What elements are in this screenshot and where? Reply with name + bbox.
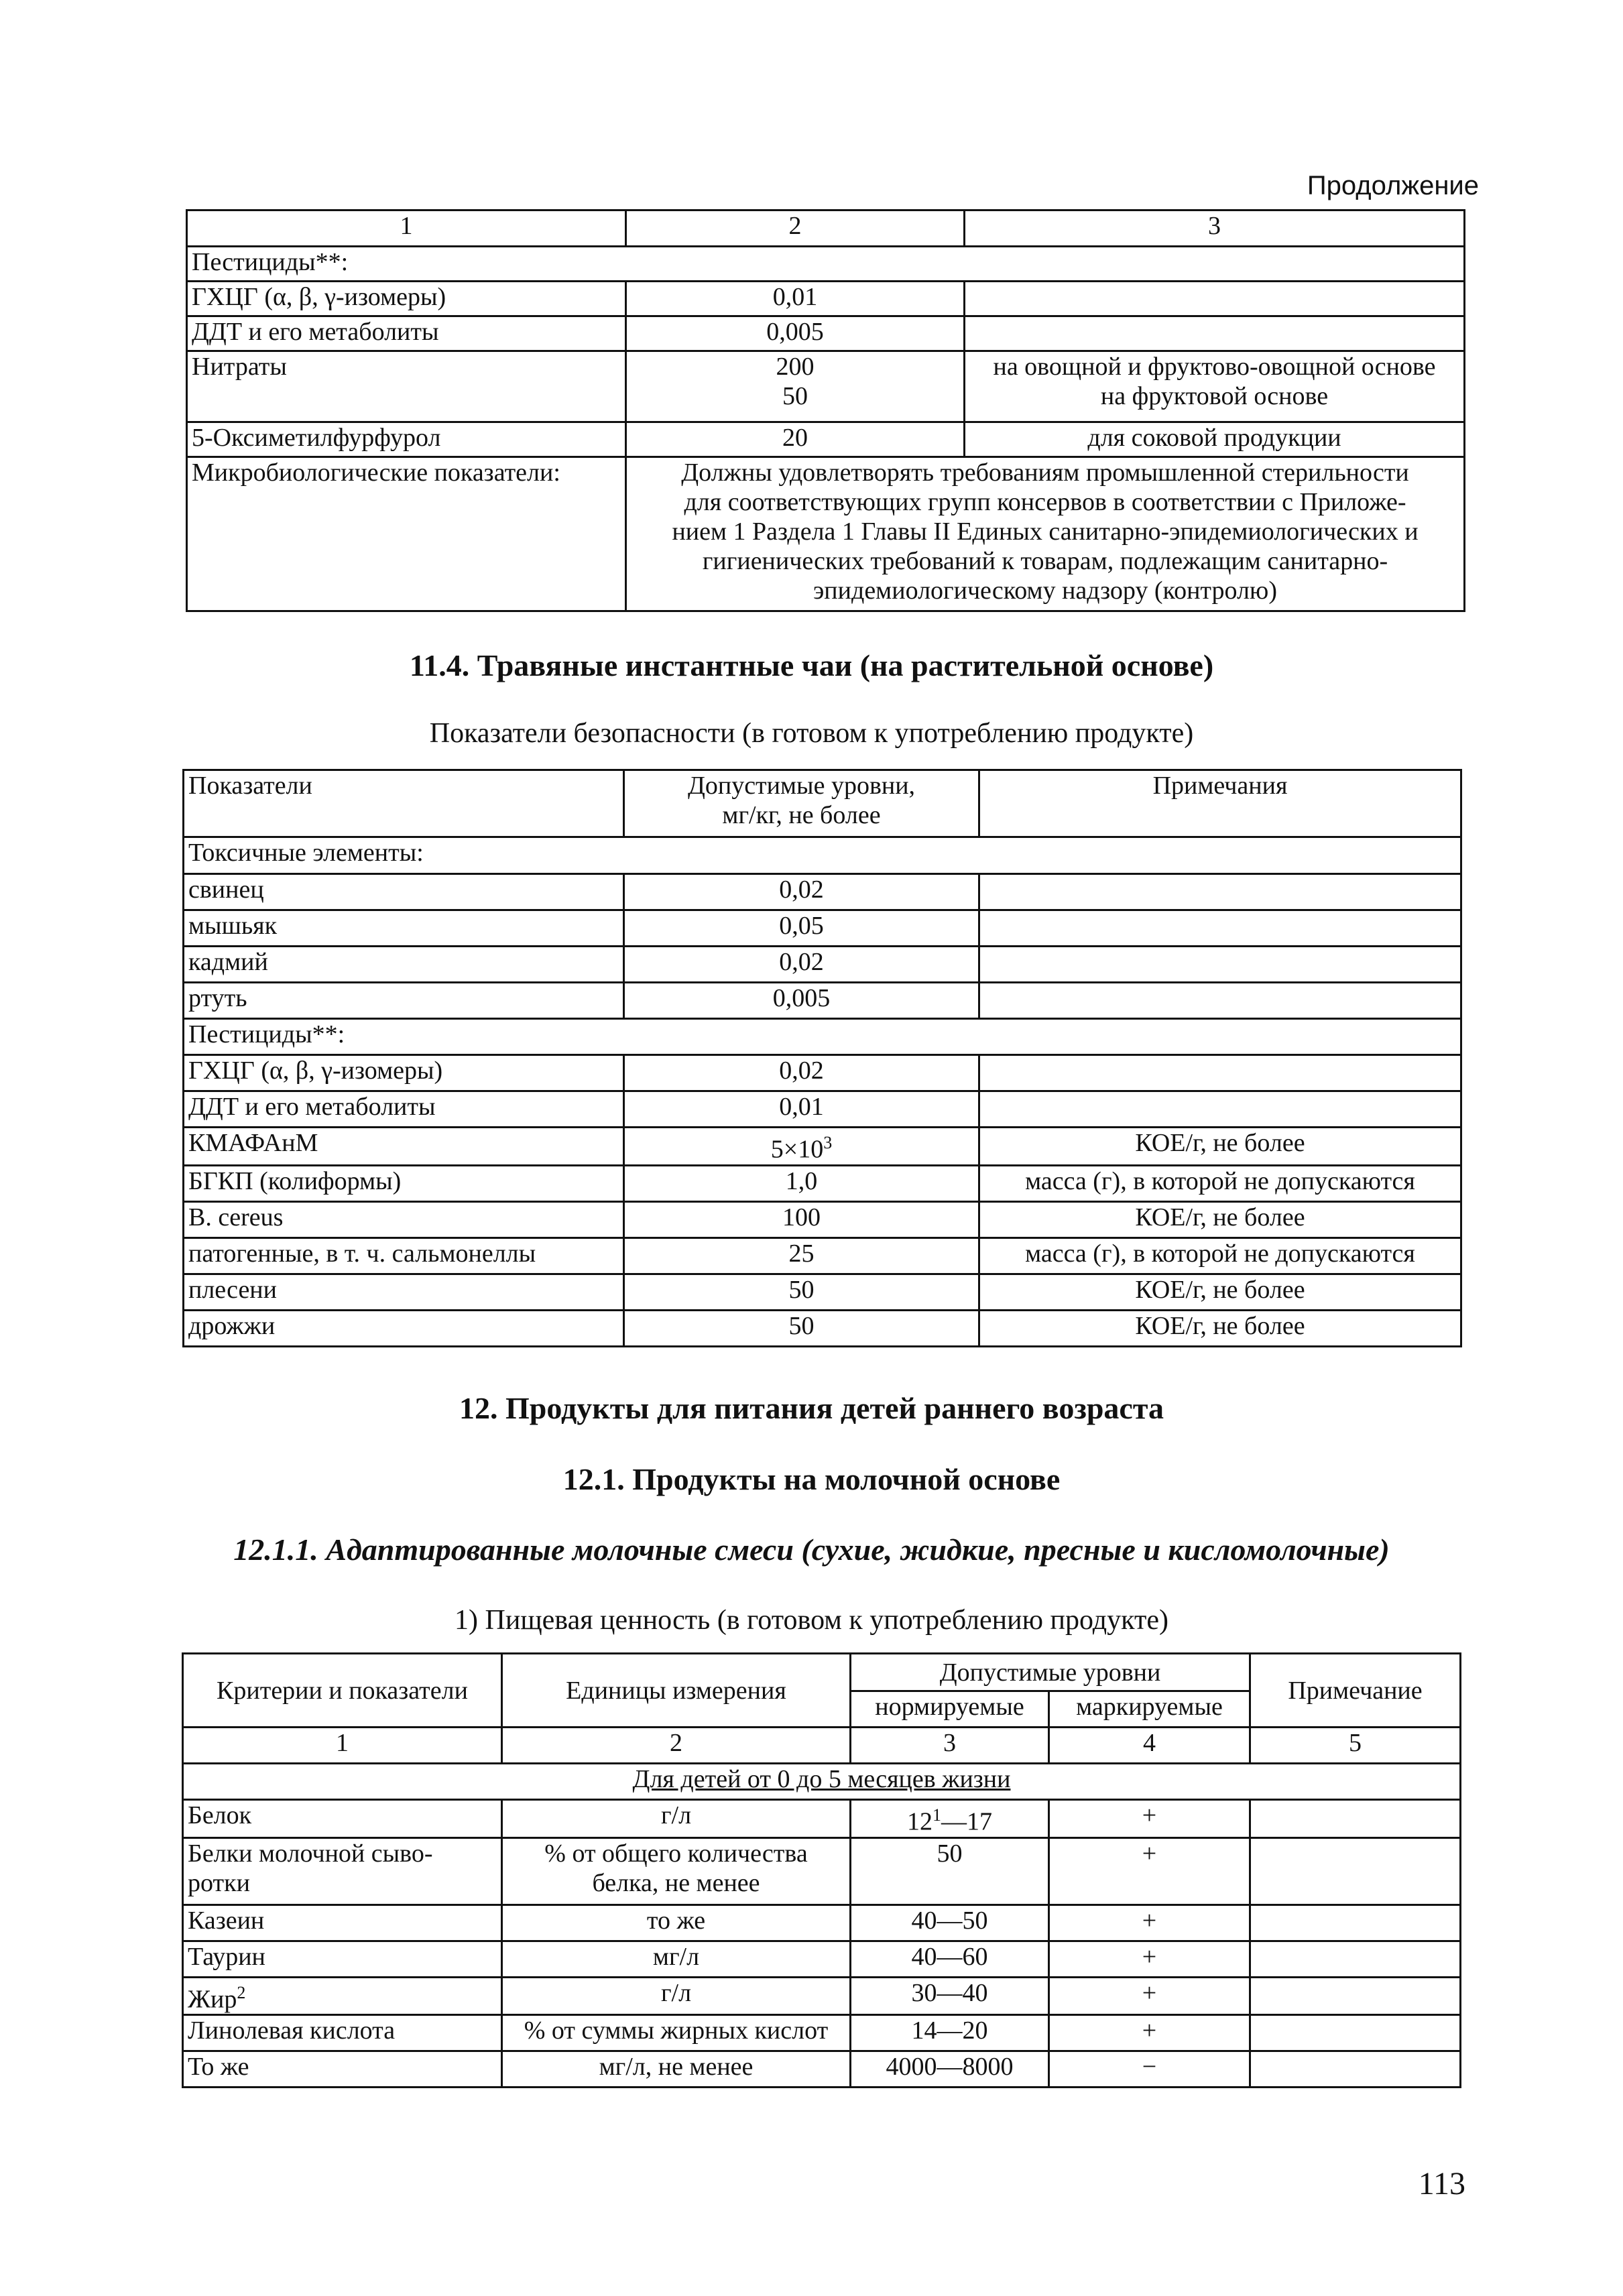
table-header-cell: нормируемые [851,1691,1049,1728]
table-row: Жир$^2$ г/л 30—40 + [183,1977,1461,2015]
table-row: ДДТ и его метаболиты 0,005 [187,316,1465,351]
table-row: Казеин то же 40—50 + [183,1905,1461,1941]
table-row: Нитраты 200 50 на овощной и фруктово-овощной основе на фруктовой основе [187,351,1465,422]
table-header-cell: Единицы измерения [502,1654,851,1728]
table-row: Микробиологические показатели: Должны удовлетворять требованиям промышленной стерильности для соответствующих групп консервов в соответствии с Приложе- нием 1 Раздела 1 Главы II Единых санитарно-эпидемиологических и гигиенических требований к товарам, подлежащим санитарно- эпидемиологическому надзору (контролю) [187,457,1465,611]
table-row: мышьяк 0,05 [184,910,1461,947]
section-heading-12-1-1: 12.1.1. Адаптированные молочные смеси (сухие, жидкие, пресные и кисломолочные) [233,1532,1390,1567]
group-label: Пестициды**: [187,247,1465,282]
section-heading-12-1: 12.1. Продукты на молочной основе [562,1462,1061,1496]
table-row: дрожжи 50 КОЕ/г, не более [184,1310,1461,1346]
table-header-cell: Критерии и показатели [183,1654,502,1728]
table-herbal-teas [182,769,1462,1347]
age-group-label: Для детей от 0 до 5 месяцев жизни [183,1764,1461,1800]
table-row: 5-Оксиметилфурфурол 20 для соковой продукции [187,422,1465,457]
table-row: плесени 50 КОЕ/г, не более [184,1274,1461,1310]
table-header-cell: 2 [626,210,965,247]
table-row: КМАФАнМ $5\times 10^3$ КОЕ/г, не более [184,1128,1461,1166]
table-header-cell: Примечания [979,770,1461,837]
group-label: Пестициды**: [184,1019,1461,1055]
table-row: ДДТ и его метаболиты 0,01 [184,1091,1461,1128]
continuation-label: Продолжение [1307,171,1479,200]
table-header-cell: 3 [965,210,1465,247]
table-row: ГХЦГ (α, β, γ-изомеры) 0,01 [187,282,1465,316]
section-heading-11-4: 11.4. Травяные инстантные чаи (на растительной основе) [409,648,1214,682]
table-row: свинец 0,02 [184,874,1461,910]
section-heading-12: 12. Продукты для питания детей раннего возраста [459,1391,1164,1425]
group-label: Токсичные элементы: [184,837,1461,874]
table-row: патогенные, в т. ч. сальмонеллы 25 масса (г), в которой не допускаются [184,1237,1461,1274]
table-header-cell: 1 [187,210,626,247]
table-header-cell: Показатели [184,770,624,837]
table-continuation [186,209,1465,612]
table-header-cell: Допустимые уровни [851,1654,1250,1691]
micro-requirements-text: Должны удовлетворять требованиям промышленной стерильности для соответствующих групп консервов в соответствии с Приложе- нием 1 Раздела 1 Главы II Единых санитарно-эпидемиологических и гигиенических требований к товарам, подлежащим санитарно- эпидемиологическому надзору (контролю) [626,457,1465,611]
table-header-cell: маркируемые [1049,1691,1250,1728]
table-row: Линолевая кислота % от суммы жирных кислот 14—20 + [183,2015,1461,2051]
table-row: То же мг/л, не менее 4000—8000 − [183,2051,1461,2088]
table-row: БГКП (колиформы) 1,0 масса (г), в которой не допускаются [184,1165,1461,1201]
table-nutrition-value: Критерии и показатели Единицы измерения Допустимые уровни Примечание нормируемые маркируемые 1 2 3 4 5 Для детей от 0 до 5 месяцев жизни Белок г/л $12^1—17$ + Белки молочной сыво- ротки % от общего количества белка, не менее 50 + Казеин то же 40—50 + Таурин мг/л 40—60 + Жир$^2$ г/л 30—40 + Линолевая кислота % от суммы жирных кислот 14—20 + То же мг/л, не менее 4000—8000 − [182,1652,1461,2088]
table-row: кадмий 0,02 [184,947,1461,983]
page-number: 113 [1418,2166,1465,2201]
table-row: Таурин мг/л 40—60 + [183,1941,1461,1977]
table-row: ГХЦГ (α, β, γ-изомеры) 0,02 [184,1055,1461,1091]
table-caption: Показатели безопасности (в готовом к употреблению продукте) [429,718,1194,749]
table-row: Белки молочной сыво- ротки % от общего количества белка, не менее 50 + [183,1837,1461,1905]
table-row: ртуть 0,005 [184,983,1461,1019]
table-header-cell: Допустимые уровни, мг/кг, не более [624,770,979,837]
table-caption: 1) Пищевая ценность (в готовом к употреблению продукте) [455,1605,1168,1636]
table-row: B. cereus 100 КОЕ/г, не более [184,1201,1461,1237]
table-row: Белок г/л $12^1—17$ + [183,1800,1461,1838]
table-header-cell: Примечание [1250,1654,1461,1728]
